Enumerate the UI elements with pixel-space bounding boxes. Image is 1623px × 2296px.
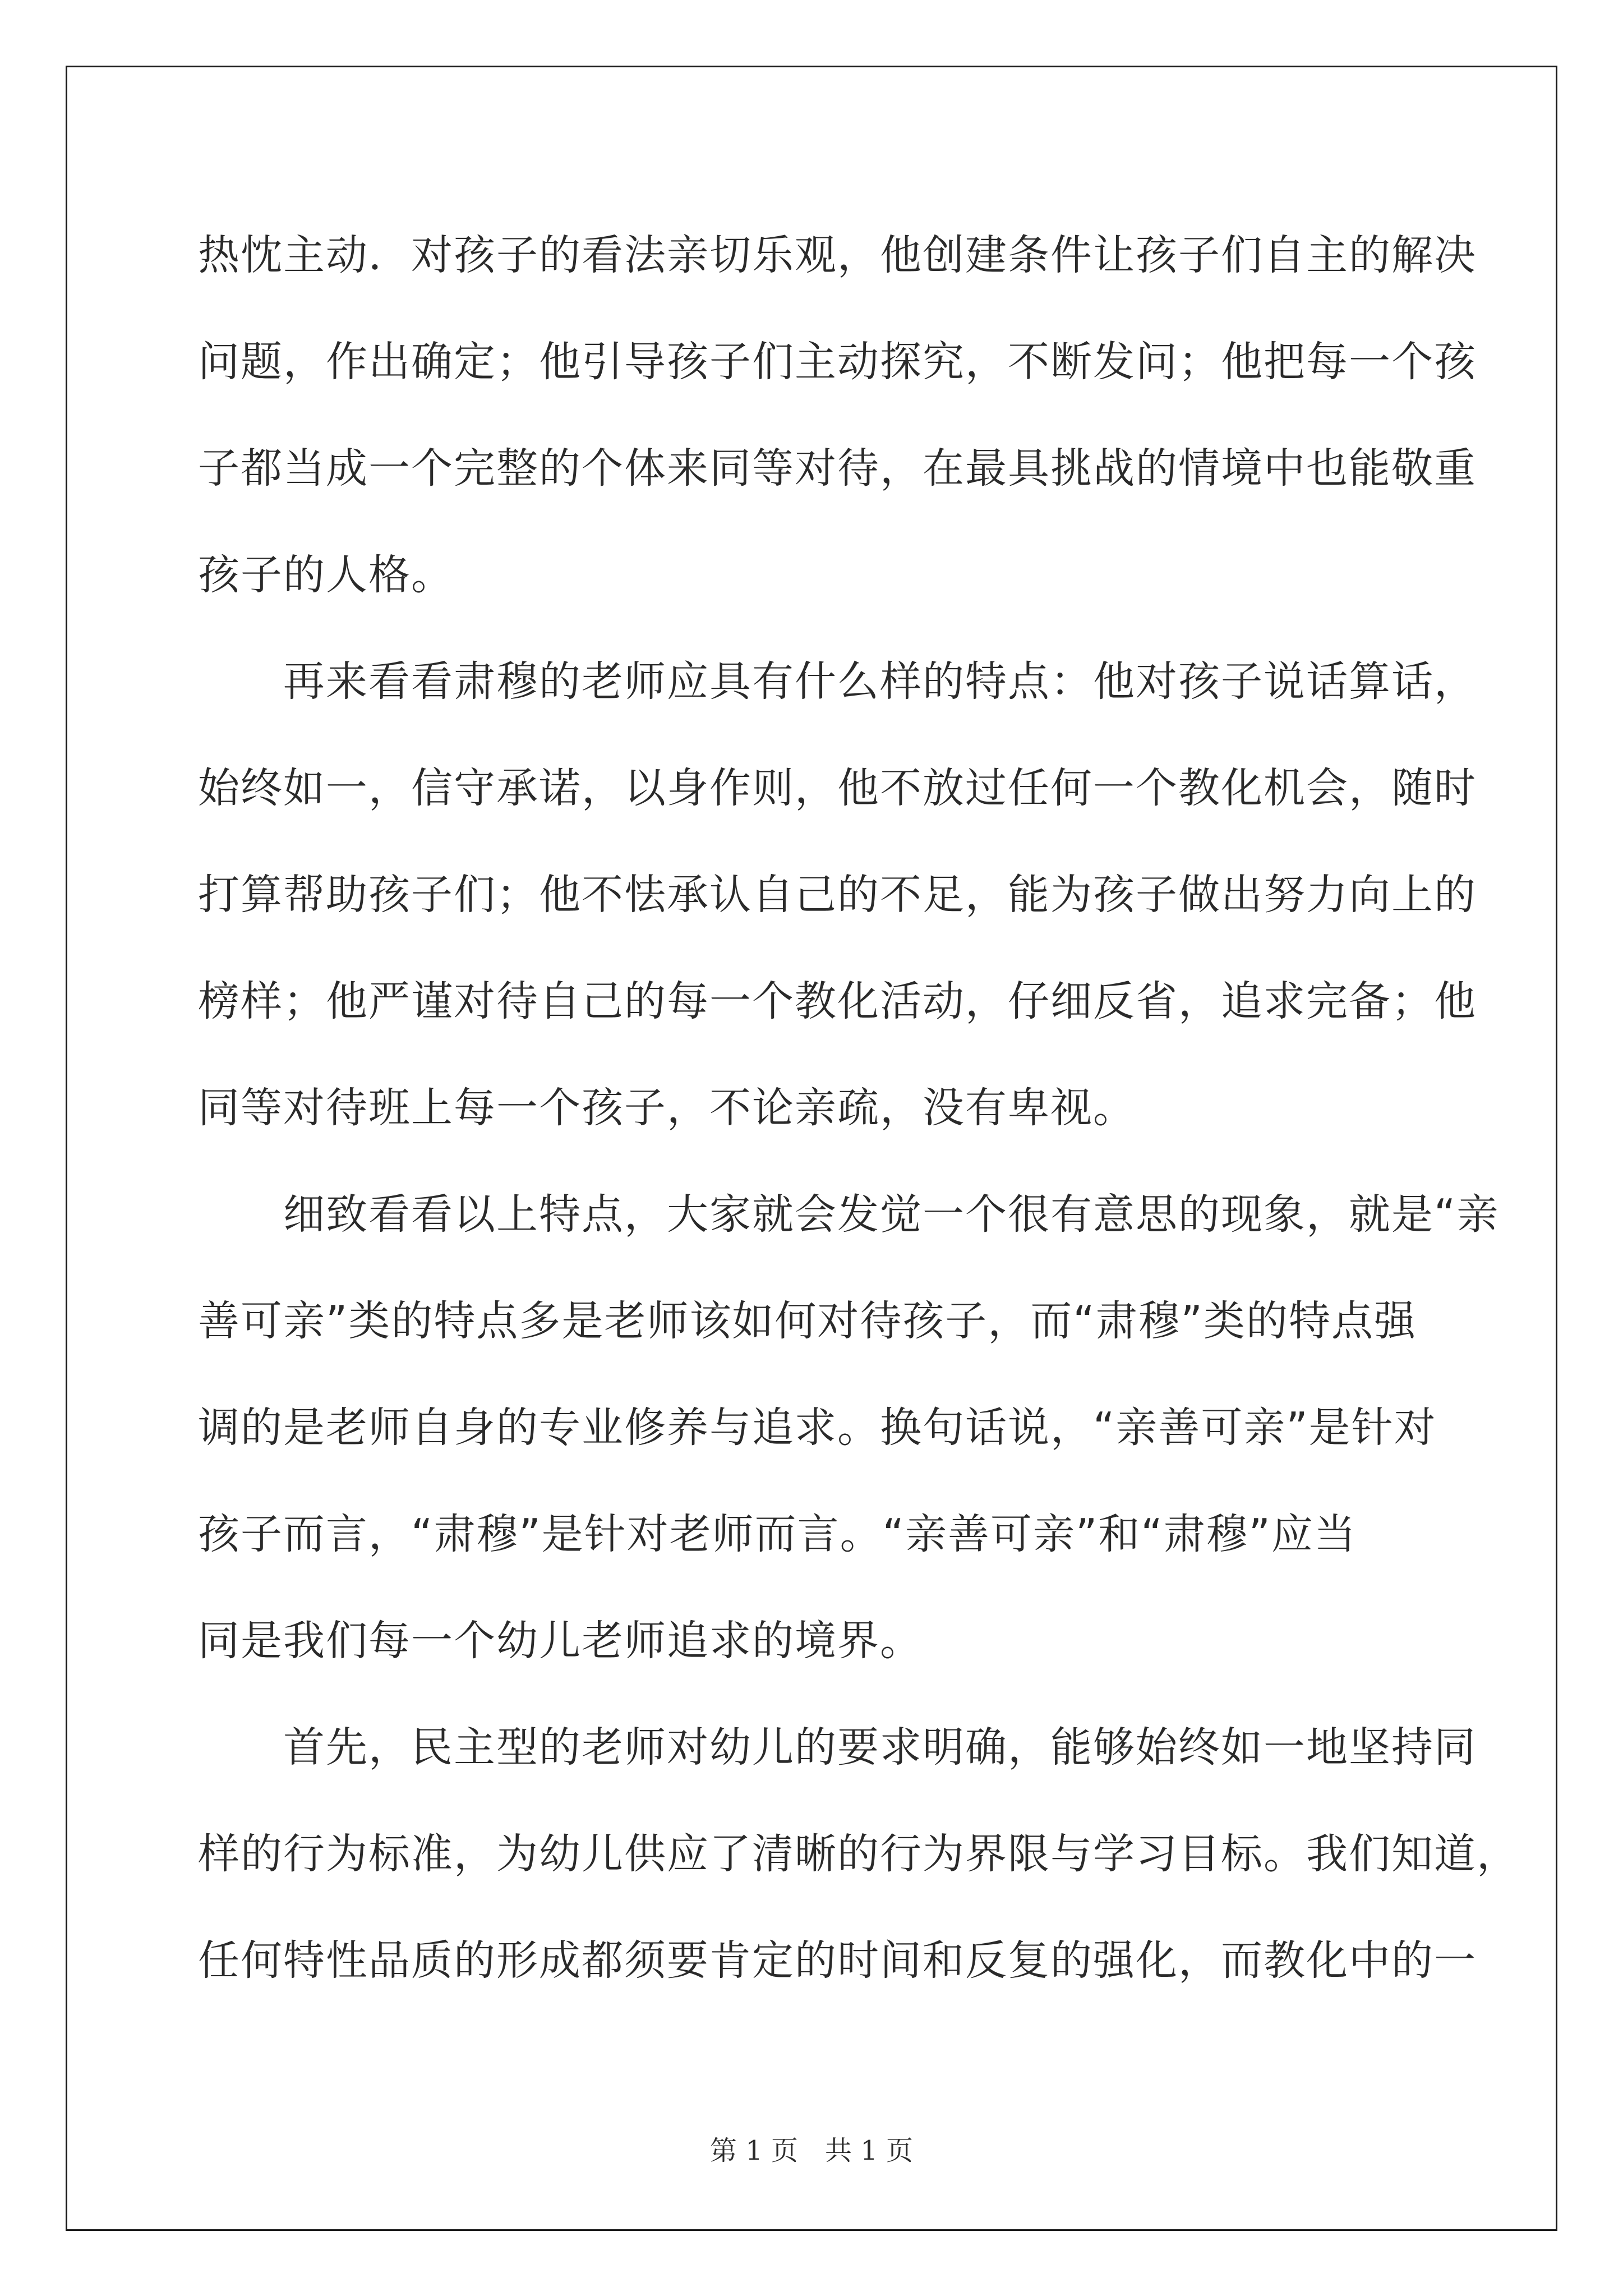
text-line: 子都当成一个完整的个体来同等对待，在最具挑战的情境中也能敬重 <box>198 444 1477 493</box>
text-line: 调的是老师自身的专业修养与追求。换句话说，“亲善可亲”是针对 <box>198 1404 1437 1452</box>
text-line: 热忱主动．对孩子的看法亲切乐观，他创建条件让孩子们自主的解决 <box>198 231 1477 279</box>
document-body <box>198 202 1519 2014</box>
text-line: 首先，民主型的老师对幼儿的要求明确，能够始终如一地坚持同 <box>198 1723 1477 1772</box>
text-line: 同是我们每一个幼儿老师追求的境界。 <box>198 1617 923 1665</box>
page-number: 第 1 页 <box>709 2135 798 2166</box>
text-line: 孩子而言，“肃穆”是针对老师而言。“亲善可亲”和“肃穆”应当 <box>198 1510 1357 1558</box>
text-line: 榜样；他严谨对待自己的每一个教化活动，仔细反省，追求完备；他 <box>198 977 1477 1025</box>
text-line: 始终如一，信守承诺，以身作则，他不放过任何一个教化机会，随时 <box>198 764 1477 812</box>
page-total: 共 1 页 <box>825 2135 914 2166</box>
text-line: 再来看看肃穆的老师应具有什么样的特点：他对孩子说话算话， <box>198 657 1477 706</box>
text-line: 同等对待班上每一个孩子，不论亲疏，没有卑视。 <box>198 1084 1136 1132</box>
text-line: 任何特性品质的形成都须要肯定的时间和反复的强化，而教化中的一 <box>198 1936 1477 1985</box>
text-line: 打算帮助孩子们；他不怯承认自己的不足，能为孩子做出努力向上的 <box>198 871 1477 919</box>
text-line: 孩子的人格。 <box>198 551 454 599</box>
text-line: 善可亲”类的特点多是老师该如何对待孩子，而“肃穆”类的特点强 <box>198 1297 1417 1345</box>
text-line: 问题，作出确定；他引导孩子们主动探究，不断发问；他把每一个孩 <box>198 338 1477 386</box>
text-line: 细致看看以上特点，大家就会发觉一个很有意思的现象，就是“亲 <box>198 1190 1500 1239</box>
page-footer <box>0 2129 1623 2168</box>
text-line: 样的行为标准，为幼儿供应了清晰的行为界限与学习目标。我们知道， <box>198 1830 1519 1878</box>
